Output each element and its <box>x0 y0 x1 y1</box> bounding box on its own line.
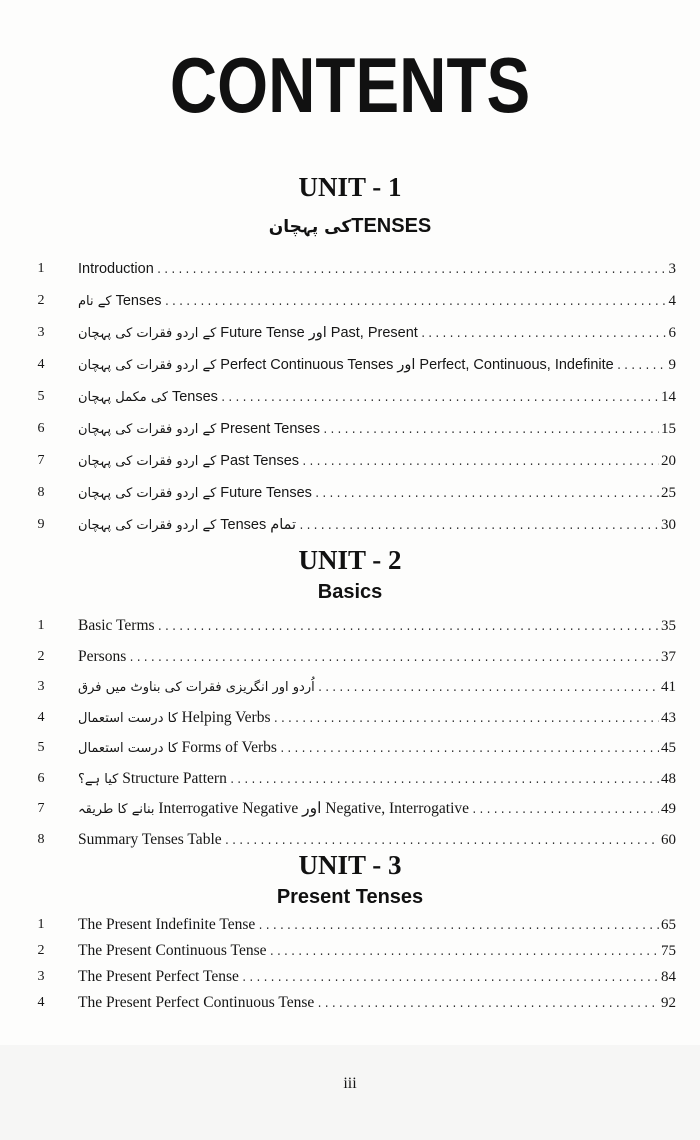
entry-line <box>78 646 676 670</box>
unit-3-heading: UNIT - 3 <box>298 850 402 880</box>
entry-title-english: Forms of Verbs <box>181 739 277 756</box>
entry-page-number: 60 <box>661 831 676 848</box>
entry-page-number: 35 <box>661 618 676 634</box>
entry-number: 2 <box>37 648 45 664</box>
entry-title-english: Introduction <box>78 261 154 277</box>
toc-entry <box>0 615 700 637</box>
toc-entry <box>0 707 700 729</box>
unit-3-subtitle: Present Tenses <box>276 886 424 908</box>
unit-1-heading: UNIT - 1 <box>298 172 402 202</box>
entry-line <box>78 386 676 410</box>
entry-number: 6 <box>37 421 45 436</box>
entry-title-urdu: کا درست استعمال <box>78 710 178 726</box>
toc-entry <box>0 829 700 851</box>
entry-title <box>78 914 255 936</box>
entry-page-number: 6 <box>668 325 676 341</box>
unit-2-heading: UNIT - 2 <box>298 545 402 575</box>
entry-title-english: The Present Continuous Tense <box>78 942 267 959</box>
entry-title-english: Perfect Continuous Tenses اور Perfect, Continuous, Indefinite <box>220 357 614 373</box>
entry-title-urdu: بنانے کا طریقہ <box>78 802 155 817</box>
entry-line <box>78 992 676 1016</box>
toc-entry <box>0 768 700 790</box>
toc-entry <box>0 966 700 988</box>
toc-entry <box>0 450 700 472</box>
dot-leader <box>317 678 659 700</box>
toc-entry <box>0 354 700 376</box>
entry-line <box>78 737 676 761</box>
entry-number: 1 <box>37 917 45 932</box>
entry-page-number: 84 <box>661 969 676 985</box>
entry-title-english: Past Tenses <box>220 453 300 469</box>
entry-title-urdu: اُردو اور انگریزی فقرات کی بناوٹ میں فرق <box>78 680 315 695</box>
dot-leader <box>314 484 659 506</box>
toc-entry <box>0 676 700 698</box>
toc-entry <box>0 418 700 440</box>
entry-title <box>78 615 155 637</box>
entry-title-english: Interrogative Negative اور Negative, Interrogative <box>158 800 470 817</box>
entry-title-urdu: کے اردو فقرات کی پہچان <box>78 454 217 469</box>
dot-leader <box>298 516 659 538</box>
page-title: CONTENTS <box>169 41 531 129</box>
entry-title <box>78 940 266 962</box>
dot-leader <box>229 770 659 792</box>
unit-1-subtitle-urdu: کی پہچان <box>268 217 352 237</box>
entry-line <box>78 676 676 700</box>
entry-title-english: Tenses تمام <box>220 517 297 533</box>
entry-title-english: Future Tense اور Past, Present <box>220 325 418 341</box>
entry-page-number: 43 <box>661 709 676 726</box>
entry-number: 6 <box>37 770 45 786</box>
dot-leader <box>157 617 659 639</box>
dot-leader <box>316 994 659 1016</box>
entry-number: 2 <box>37 943 45 958</box>
entry-line <box>78 707 676 731</box>
entry-number: 7 <box>37 453 45 468</box>
entry-line <box>78 514 676 538</box>
entry-title-urdu: کے اردو فقرات کی پہچان <box>78 518 217 533</box>
entry-line <box>78 768 676 792</box>
entry-title-english: The Present Perfect Continuous Tense <box>78 994 315 1011</box>
entry-line <box>78 615 676 639</box>
dot-leader <box>241 968 659 990</box>
dot-leader <box>220 388 659 410</box>
entry-line <box>78 290 676 314</box>
dot-leader <box>471 800 659 822</box>
entry-title <box>78 966 239 988</box>
toc-entry <box>0 290 700 312</box>
entry-number: 9 <box>37 517 45 532</box>
entry-title <box>78 646 126 668</box>
entry-number: 5 <box>37 389 45 404</box>
toc-entry <box>0 992 700 1014</box>
entry-title-english: The Present Perfect Tense <box>78 968 239 985</box>
entry-number: 7 <box>37 801 45 816</box>
entry-line <box>78 940 676 964</box>
entry-number: 8 <box>37 831 45 847</box>
entry-line <box>78 829 676 853</box>
entry-number: 1 <box>37 618 45 633</box>
entry-title <box>78 514 296 537</box>
entry-number: 4 <box>37 357 45 372</box>
toc-entry <box>0 940 700 962</box>
entry-line <box>78 482 676 506</box>
entry-title-english: Structure Pattern <box>122 769 227 787</box>
entry-title-english: Tenses <box>115 293 162 309</box>
entry-line <box>78 258 676 282</box>
entry-title-urdu: کے اردو فقرات کی پہچان <box>78 486 217 501</box>
dot-leader <box>164 292 667 314</box>
entry-number: 8 <box>37 485 45 500</box>
entry-title-urdu: کیا ہے؟ <box>78 771 119 787</box>
entry-title-english: Future Tenses <box>220 485 312 501</box>
entry-page-number: 65 <box>661 917 676 933</box>
entry-title-urdu: کے اردو فقرات کی پہچان <box>78 326 217 341</box>
entry-number: 1 <box>37 261 45 276</box>
entry-title-english: Basic Terms <box>78 617 155 634</box>
entry-number: 3 <box>37 325 45 340</box>
entry-title-english: Helping Verbs <box>181 708 271 726</box>
entry-title <box>78 322 418 345</box>
toc-entry <box>0 482 700 504</box>
toc-entry <box>0 258 700 280</box>
entry-title <box>78 829 222 851</box>
entry-title <box>78 482 312 505</box>
entry-page-number: 37 <box>661 648 676 665</box>
entry-title-english: Tenses <box>171 389 218 405</box>
entry-line <box>78 966 676 990</box>
entry-line <box>78 418 676 442</box>
entry-number: 4 <box>37 709 45 725</box>
entry-page-number: 30 <box>661 517 676 533</box>
entry-page-number: 3 <box>668 261 676 277</box>
entry-title-urdu: کے نام <box>78 294 112 309</box>
entry-line <box>78 354 676 378</box>
entry-title <box>78 450 299 473</box>
entry-page-number: 92 <box>661 995 676 1011</box>
toc-entry <box>0 798 700 820</box>
toc-entry <box>0 514 700 536</box>
entry-title <box>78 290 162 313</box>
entry-page-number: 25 <box>661 485 676 501</box>
dot-leader <box>420 324 667 346</box>
entry-line <box>78 450 676 474</box>
dot-leader <box>322 420 659 442</box>
dot-leader <box>156 260 667 282</box>
page-number: iii <box>343 1075 357 1092</box>
entry-title-english: Present Tenses <box>220 421 320 437</box>
entry-page-number: 9 <box>668 357 676 373</box>
dot-leader <box>268 942 659 964</box>
dot-leader <box>272 709 659 731</box>
entry-page-number: 49 <box>661 801 676 817</box>
unit-1-subtitle <box>0 215 700 238</box>
entry-page-number: 15 <box>661 421 676 437</box>
dot-leader <box>128 648 659 670</box>
entry-title <box>78 992 314 1014</box>
entry-page-number: 41 <box>661 679 676 695</box>
entry-title <box>78 676 315 699</box>
dot-leader <box>257 916 659 938</box>
entry-page-number: 4 <box>668 293 676 309</box>
entry-title <box>78 707 270 730</box>
entry-title <box>78 386 218 409</box>
entry-title <box>78 354 614 377</box>
entry-page-number: 48 <box>661 770 676 787</box>
entry-title-urdu: کے اردو فقرات کی پہچان <box>78 422 217 437</box>
entry-number: 3 <box>37 679 45 694</box>
dot-leader <box>301 452 659 474</box>
entry-title <box>78 768 227 791</box>
toc-entry <box>0 386 700 408</box>
dot-leader <box>279 739 659 761</box>
entry-number: 5 <box>37 740 45 755</box>
entry-title-urdu: کا درست استعمال <box>78 741 178 756</box>
entry-title-urdu: کے اردو فقرات کی پہچان <box>78 358 217 373</box>
toc-entry <box>0 646 700 668</box>
entry-line <box>78 914 676 938</box>
entry-page-number: 14 <box>661 389 676 405</box>
entry-title <box>78 737 277 760</box>
toc-entry <box>0 914 700 936</box>
entry-page-number: 45 <box>661 740 676 756</box>
entry-title-english: The Present Indefinite Tense <box>78 916 256 933</box>
entry-number: 2 <box>37 293 45 308</box>
entry-page-number: 20 <box>661 453 676 469</box>
entry-title-urdu: کی مکمل پہچان <box>78 390 168 405</box>
unit-1-subtitle-english: TENSES <box>351 215 432 237</box>
entry-number: 4 <box>37 995 45 1010</box>
entry-number: 3 <box>37 969 45 984</box>
entry-line <box>78 798 676 822</box>
dot-leader <box>616 356 667 378</box>
entry-line <box>78 322 676 346</box>
entry-title-english: Summary Tenses Table <box>78 830 222 848</box>
toc-entry <box>0 737 700 759</box>
toc-entry <box>0 322 700 344</box>
entry-page-number: 75 <box>661 943 676 959</box>
entry-title <box>78 418 320 441</box>
entry-title <box>78 258 154 280</box>
unit-2-subtitle: Basics <box>317 581 383 603</box>
entry-title <box>78 798 469 821</box>
entry-title-english: Persons <box>78 647 127 665</box>
